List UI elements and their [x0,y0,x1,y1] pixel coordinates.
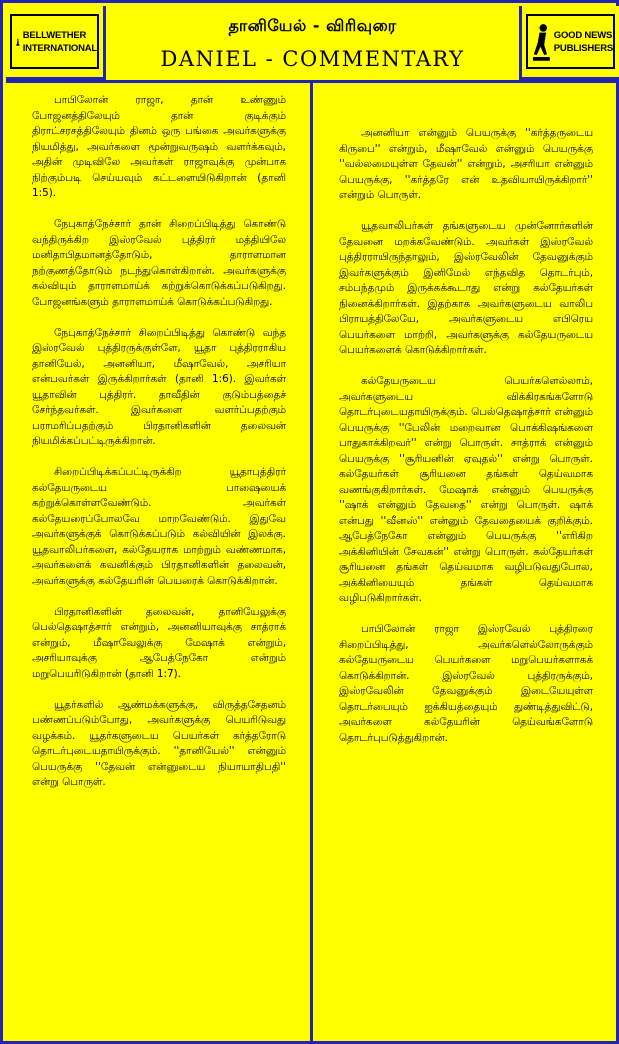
bell-tower-icon [16,21,20,63]
right-paragraph-3: கல்தேயருடைய பெயர்களெல்லாம், அவர்களுடைய விக்கிரகங்களோடு தொடர்புடையதாயிருக்கும். பெல்தெஷாத்சார் என்னும் பெயருக்கு ''பேலின் மறைவான பொக்கிஷங்களை பாதுகாக்கிறவர்'' என்று பொருள். சாத்ராக் என்னும் பெயருக்கு ''சூரியனின் ஏவுதல்'' என்று பொருள். கல்தேயர்கள் சூரியனை தங்கள் தெய்வமாக வணங்குகிறார்கள். மேஷாக் என்னும் பெயருக்கு ''ஷாக் என்னும் தேவதை'' என்று பொருள். ஷாக் என்பது ''வீனஸ்'' என்னும் தேவதையைக் குறிக்கும். ஆபேத்நேகோ என்னும் பெயருக்கு ''எரிகிற அக்கினியின் சேவகன்'' என்று பொருள். கல்தேயர்கள் சூரியனை தங்கள் தெய்வமாக வழிபடுவதுபோல, அக்கினியையும் தங்கள் தெய்வமாக வழிபடுகிறார்கள். [339,375,593,604]
left-paragraph-4: சிறைப்பிடிக்கப்பட்டிருக்கிற யூதாபுத்திரர் கல்தேயருடைய பாஷையைக் கற்றுக்கொள்ளவேண்டும். அவர்கள் கல்தேயரைப்போலவே மாறவேண்டும். இதுவே அவர்களுக்குக் கொடுக்கப்படும் கல்வியின் இலக்கு. யூதவாலிபர்களை, கல்தேயராக மாற்றும் வண்ணமாக, அவர்களைக் கவனிக்கும் பிரதானிகளின் தலைவன், அவர்களுக்கு கல்தேயரின் பெயரைக் கொடுக்கிறான். [32,466,286,587]
good-news-logo-line2: PUBLISHERS [553,42,613,54]
title-block [109,6,516,80]
left-paragraph-6: யூதர்களில் ஆண்மக்களுக்கு, விருத்தசேதனம் பண்ணப்படும்போது, அவர்களுக்கு பெயரிடுவது வழக்கம். யூதர்களுடைய பெயர்கள் கர்த்தரோடு தொடர்புடையதாயிருக்கும். ''தானியேல்'' என்னும் பெயருக்கு ''தேவன் என்னுடைய நியாயாதிபதி'' என்று பொருள். [32,698,286,788]
right-paragraph-4: பாபிலோன் ராஜா இஸ்ரவேல் புத்திரரை சிறைப்பிடித்து, அவர்களெல்லோருக்கும் கல்தேயருடைய பெயர்களை மறுபெயர்களாகக் கொடுக்கிறான். இஸ்ரவேல் புத்திரருக்கும், இஸ்ரவேலின் தேவனுக்கும் இடையேயுள்ள தொடர்பையும் ஐக்கியத்தையும் துண்டித்துவிட்டு, அவர்களை கல்தேயரின் தெய்வங்களோடு தொடர்புபடுத்துகிறான். [339,623,593,744]
left-column-text [32,93,286,806]
left-paragraph-5: பிரதானிகளின் தலைவன், தானியேலுக்கு பெல்தெஷாத்சார் என்றும், அனனியாவுக்கு சாத்ராக் என்றும், மீஷாவேலுக்கு மேஷாக் என்றும், அசரியாவுக்கு ஆபேத்நேகோ என்றும் மறுபெயரிடுகிறான் (தானி 1:7). [32,605,286,680]
page-title-english: DANIEL - COMMENTARY [160,47,465,71]
bellwether-logo-line1: BELLWETHER [22,29,87,41]
left-paragraph-3: நேபுகாத்நேச்சார் சிறைப்பிடித்து கொண்டு வந்த இஸ்ரவேல் புத்திரருக்குள்ளே, யூதா புத்திரராகிய தானியேல், அனனியா, மீஷாவேல், அசரியா என்பவர்கள் இருக்கிறார்கள் (தானி 1:6). இவர்கள் யூதாவின் புத்திரர். தாவீதின் குடும்பத்தைச் சேர்ந்தவர்கள். இவர்களை வளர்ப்பதற்கும் பராமரிப்பதற்கும் பிரதானிகளின் தலைவன் நியமிக்கப்பட்டிருக்கிறான். [32,326,286,447]
right-paragraph-1: அனனியா என்னும் பெயருக்கு ''கர்த்தருடைய கிருபை'' என்றும், மீஷாவேல் என்னும் பெயருக்கு ''வல்லமையுள்ள தேவன்'' என்றும், அசரியா என்னும் பெயருக்கு, ''கர்த்தரே என் உதவியாயிருக்கிறார்'' என்றும் பொருள். [339,127,593,201]
left-paragraph-2: நேபுகாத்நேச்சார் தான் சிறைப்பிடித்து கொண்டு வந்திருக்கிற இஸ்ரவேல் புத்திரர் மத்தியிலே மனிதாபிதமானத்தோடும், தாராளமான நற்குணத்தோடும் நடந்துகொள்கிறான். அவர்களுக்கு கல்வியும் தாராளமாய்க் கற்றுக்கொடுக்கப்படுகிறது. போஜனங்களும் தாராளமாய்க் கொடுக்கப்படுகிறது. [32,218,286,308]
right-column-text [339,126,593,762]
good-news-logo-text [554,29,613,55]
good-news-logo-line1: GOOD NEWS [553,29,613,41]
left-column [6,83,313,1044]
bellwether-logo [6,6,106,80]
bellwether-logo-text [23,29,97,55]
header [6,6,619,83]
good-news-logo [519,6,619,80]
right-paragraph-2: யூதவாலிபர்கள் தங்களுடைய முன்னோர்களின் தேவனை மறக்கவேண்டும். அவர்கள் இஸ்ரவேல் புத்திரராயிருந்தாலும், இஸ்ரவேலின் தேவனுக்கும் இவர்களுக்கும் இனிமேல் எந்தவித தொடர்பும், சம்பந்தமும் இருக்கக்கூடாது என்று கல்தேயர்கள் நினைக்கிறார்கள். இதற்காக அவர்களுடைய வாலிப பிராயத்திலேயே, அவர்களுடைய எபிரெய பெயர்களை மாற்றி, அவர்களுக்கு கல்தேயருடைய பெயர்களைக் கொடுக்கிறார்கள். [339,220,593,356]
bellwether-logo-line2: INTERNATIONAL [22,42,97,54]
left-paragraph-1: பாபிலோன் ராஜா, தான் உண்ணும் போஜனத்திலேயும் தான் குடிக்கும் திராட்சரசத்திலேயும் தினம் ஒரு பங்கை அவர்களுக்கு நியமித்து, அவர்களை மூன்றுவருஷம் வளர்க்கவும், அதின் முடிவிலே அவர்கள் ராஜாவுக்கு முன்பாக நிற்கும்படி செய்யவும் கட்டளையிடுகிறான் (தானி 1:5). [32,94,286,199]
page-title-tamil: தானியேல் - விரிவுரை [228,16,397,35]
bellwether-logo-frame [10,14,99,69]
runner-icon [532,21,551,63]
good-news-logo-frame [526,14,615,69]
right-column [313,83,619,1044]
